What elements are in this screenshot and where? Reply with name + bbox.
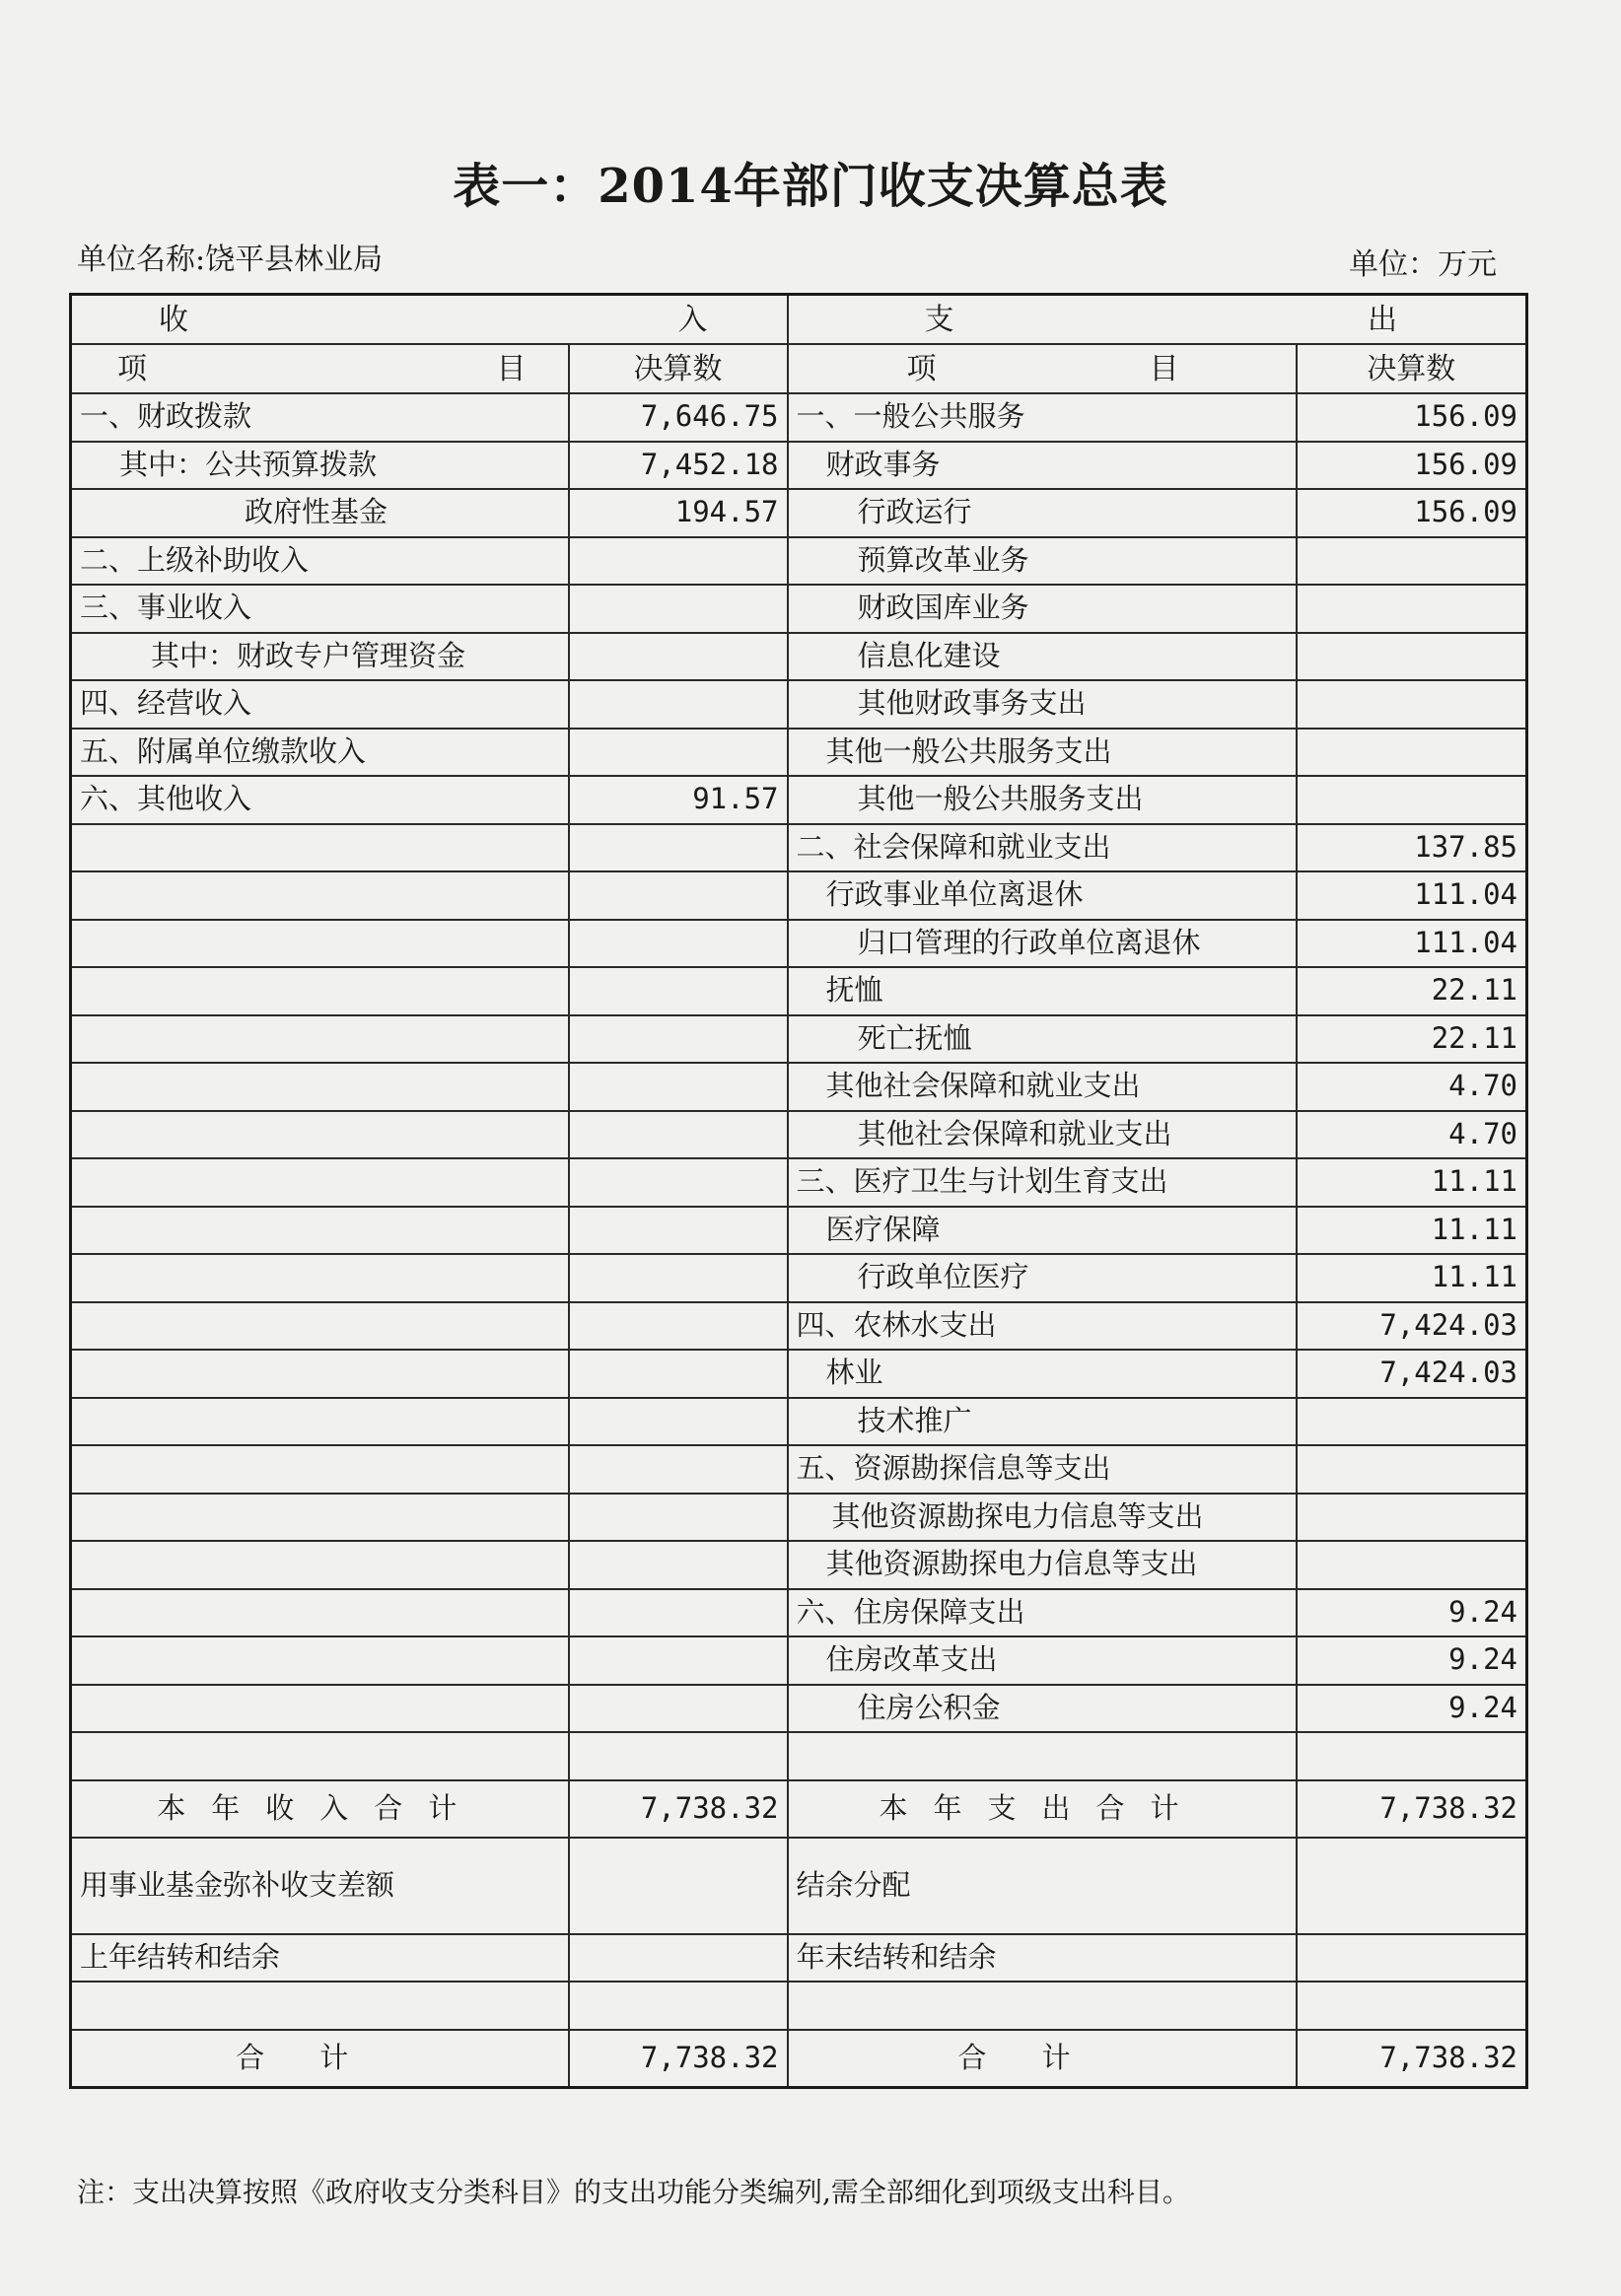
expense-amount: 11.11: [1297, 1254, 1527, 1302]
surplus-label: 结余分配: [788, 1838, 1297, 1934]
expense-amount: 4.70: [1297, 1063, 1527, 1111]
table-row: [71, 1302, 1527, 1351]
table-row: [71, 680, 1527, 729]
income-amount: [569, 1302, 788, 1351]
expense-item: 行政运行: [788, 489, 1297, 537]
expense-amount: 9.24: [1297, 1589, 1527, 1637]
expense-amount: 7,424.03: [1297, 1302, 1527, 1351]
expense-item: 其他资源勘探电力信息等支出: [788, 1541, 1297, 1589]
income-item: [71, 1254, 569, 1302]
income-amount: [569, 633, 788, 681]
income-amount: [569, 824, 788, 872]
income-amount: [569, 1111, 788, 1159]
expense-amount: 7,424.03: [1297, 1350, 1527, 1398]
expense-amount: [1297, 776, 1527, 824]
budget-summary-table: [69, 293, 1528, 2089]
fund-label: 用事业基金弥补收支差额: [71, 1838, 569, 1934]
expense-amount: [1297, 537, 1527, 586]
table-row: [71, 1158, 1527, 1207]
income-item: [71, 1015, 569, 1064]
income-item: [71, 1636, 569, 1685]
income-item: [71, 1158, 569, 1207]
income-item: [71, 1445, 569, 1494]
table-row: [71, 393, 1527, 442]
income-item: [71, 967, 569, 1015]
expense-amount: 9.24: [1297, 1685, 1527, 1733]
expense-item-header-left: 项: [906, 351, 937, 386]
expense-item: 财政国库业务: [788, 585, 1297, 633]
expense-item: 财政事务: [788, 442, 1297, 490]
table-row: [71, 871, 1527, 920]
grand-total-row: [71, 2030, 1527, 2088]
expense-amount: 4.70: [1297, 1111, 1527, 1159]
income-amount: [569, 1254, 788, 1302]
income-item-header-right: 目: [496, 351, 527, 386]
income-amount: [569, 1494, 788, 1542]
header-row-top: [71, 295, 1527, 345]
last-year-label: 上年结转和结余: [71, 1934, 569, 1983]
table-row: [71, 1732, 1527, 1780]
expense-amount: 111.04: [1297, 920, 1527, 968]
unit-name: 单位名称:饶平县林业局: [77, 243, 384, 277]
year-expense-label: 本年支出合计: [788, 1780, 1297, 1838]
page-title: 表一：2014年部门收支决算总表: [453, 159, 1168, 214]
expense-item: 抚恤: [788, 967, 1297, 1015]
income-item: 五、附属单位缴款收入: [71, 729, 569, 777]
income-item: [71, 1541, 569, 1589]
year-end-amount: [1297, 1934, 1527, 1983]
income-amount: [569, 729, 788, 777]
income-item-header: [71, 344, 569, 393]
year-income-total: 7,738.32: [569, 1780, 788, 1838]
table-row: [71, 489, 1527, 537]
expense-item: 技术推广: [788, 1398, 1297, 1446]
income-item: [71, 920, 569, 968]
grand-expense-total: 7,738.32: [1297, 2030, 1527, 2088]
expense-item: 四、农林水支出: [788, 1302, 1297, 1351]
income-header-left: 收: [159, 302, 188, 337]
income-item: [71, 1589, 569, 1637]
expense-item: 五、资源勘探信息等支出: [788, 1445, 1297, 1494]
expense-amount: [1297, 1732, 1527, 1780]
expense-amount: [1297, 729, 1527, 777]
income-amount: [569, 1158, 788, 1207]
grand-income-label: 合计: [71, 2030, 569, 2088]
empty-cell: [569, 1982, 788, 2030]
income-amount: 91.57: [569, 776, 788, 824]
grand-expense-label: 合计: [788, 2030, 1297, 2088]
expense-item: 其他财政事务支出: [788, 680, 1297, 729]
year-end-label: 年末结转和结余: [788, 1934, 1297, 1983]
income-amount: [569, 920, 788, 968]
expense-item: 医疗保障: [788, 1207, 1297, 1255]
table-row: [71, 1015, 1527, 1064]
table-row: [71, 967, 1527, 1015]
expense-amount: [1297, 633, 1527, 681]
year-expense-total: 7,738.32: [1297, 1780, 1527, 1838]
footnote: 注：支出决算按照《政府收支分类科目》的支出功能分类编列,需全部细化到项级支出科目。: [77, 2176, 1190, 2208]
table-row: [71, 1541, 1527, 1589]
table-row: [71, 1254, 1527, 1302]
expense-item: 其他一般公共服务支出: [788, 729, 1297, 777]
expense-item: 二、社会保障和就业支出: [788, 824, 1297, 872]
expense-item: 行政单位医疗: [788, 1254, 1297, 1302]
income-amount: [569, 1636, 788, 1685]
carryover-row: [71, 1934, 1527, 1983]
income-amount: 7,646.75: [569, 393, 788, 442]
expense-amount: [1297, 1398, 1527, 1446]
expense-amount: 156.09: [1297, 393, 1527, 442]
expense-item: 其他一般公共服务支出: [788, 776, 1297, 824]
grand-income-total: 7,738.32: [569, 2030, 788, 2088]
income-item: [71, 1063, 569, 1111]
income-header-right: 入: [677, 302, 708, 337]
expense-item: 三、医疗卫生与计划生育支出: [788, 1158, 1297, 1207]
expense-item: 一、一般公共服务: [788, 393, 1297, 442]
income-amount: [569, 1685, 788, 1733]
income-item: 二、上级补助收入: [71, 537, 569, 586]
expense-item: 林业: [788, 1350, 1297, 1398]
income-amount: [569, 871, 788, 920]
expense-amount: 137.85: [1297, 824, 1527, 872]
income-amount: 7,452.18: [569, 442, 788, 490]
table-row: [71, 1350, 1527, 1398]
fund-row: [71, 1838, 1527, 1934]
income-amount: [569, 1541, 788, 1589]
empty-cell: [1297, 1982, 1527, 2030]
header-row-columns: [71, 344, 1527, 393]
income-item: 政府性基金: [71, 489, 569, 537]
expense-amount: 11.11: [1297, 1207, 1527, 1255]
table-row: [71, 1494, 1527, 1542]
surplus-amount: [1297, 1838, 1527, 1934]
income-item-header-left: 项: [117, 351, 147, 386]
expense-item: [788, 1732, 1297, 1780]
income-amount: [569, 967, 788, 1015]
income-amount: [569, 1589, 788, 1637]
table-row: [71, 824, 1527, 872]
expense-item: 归口管理的行政单位离退休: [788, 920, 1297, 968]
income-amount: [569, 537, 788, 586]
income-amount: [569, 1445, 788, 1494]
income-amount: [569, 1398, 788, 1446]
expense-item: 六、住房保障支出: [788, 1589, 1297, 1637]
expense-amount: 11.11: [1297, 1158, 1527, 1207]
expense-amount: 22.11: [1297, 967, 1527, 1015]
last-year-amount: [569, 1934, 788, 1983]
table-row: [71, 1636, 1527, 1685]
table-row: [71, 1589, 1527, 1637]
empty-row: [71, 1982, 1527, 2030]
expense-item-header: [788, 344, 1297, 393]
expense-amount-header: 决算数: [1297, 344, 1527, 393]
expense-header: [788, 295, 1527, 345]
expense-header-left: 支: [924, 302, 954, 337]
income-item: 其中：公共预算拨款: [71, 442, 569, 490]
expense-item: 其他社会保障和就业支出: [788, 1111, 1297, 1159]
expense-amount: [1297, 1494, 1527, 1542]
expense-item-header-right: 目: [1149, 351, 1179, 386]
income-amount: [569, 1207, 788, 1255]
fund-amount: [569, 1838, 788, 1934]
expense-amount: 156.09: [1297, 442, 1527, 490]
expense-amount: 22.11: [1297, 1015, 1527, 1064]
empty-cell: [71, 1982, 569, 2030]
expense-item: 其他社会保障和就业支出: [788, 1063, 1297, 1111]
income-amount: [569, 1063, 788, 1111]
expense-amount: 156.09: [1297, 489, 1527, 537]
table-row: [71, 1063, 1527, 1111]
income-item: [71, 824, 569, 872]
expense-amount: 9.24: [1297, 1636, 1527, 1685]
expense-item: 死亡抚恤: [788, 1015, 1297, 1064]
currency-unit: 单位：万元: [1349, 247, 1497, 282]
table-row: [71, 585, 1527, 633]
income-item: [71, 1732, 569, 1780]
year-income-label: 本年收入合计: [71, 1780, 569, 1838]
expense-amount: [1297, 680, 1527, 729]
expense-item: 预算改革业务: [788, 537, 1297, 586]
income-amount: [569, 585, 788, 633]
income-amount: 194.57: [569, 489, 788, 537]
income-item: 三、事业收入: [71, 585, 569, 633]
expense-amount: [1297, 1445, 1527, 1494]
expense-item: 行政事业单位离退休: [788, 871, 1297, 920]
income-item: [71, 1111, 569, 1159]
table-row: [71, 1207, 1527, 1255]
income-item: [71, 1302, 569, 1351]
expense-amount: [1297, 1541, 1527, 1589]
income-item: [71, 1350, 569, 1398]
expense-item: 住房改革支出: [788, 1636, 1297, 1685]
income-header: [71, 295, 788, 345]
empty-cell: [788, 1982, 1297, 2030]
table-row: [71, 633, 1527, 681]
income-item: 一、财政拨款: [71, 393, 569, 442]
table-row: [71, 729, 1527, 777]
expense-amount: [1297, 585, 1527, 633]
income-item: [71, 1494, 569, 1542]
income-amount: [569, 1015, 788, 1064]
table-row: [71, 920, 1527, 968]
income-item: 六、其他收入: [71, 776, 569, 824]
income-amount: [569, 1350, 788, 1398]
expense-item: 住房公积金: [788, 1685, 1297, 1733]
income-item: 四、经营收入: [71, 680, 569, 729]
income-item: 其中：财政专户管理资金: [71, 633, 569, 681]
income-amount-header: 决算数: [569, 344, 788, 393]
table-row: [71, 537, 1527, 586]
table-row: [71, 1398, 1527, 1446]
income-item: [71, 1398, 569, 1446]
income-item: [71, 1685, 569, 1733]
income-amount: [569, 1732, 788, 1780]
table-row: [71, 1111, 1527, 1159]
year-total-row: [71, 1780, 1527, 1838]
income-item: [71, 871, 569, 920]
income-amount: [569, 680, 788, 729]
income-item: [71, 1207, 569, 1255]
expense-amount: 111.04: [1297, 871, 1527, 920]
table-row: [71, 776, 1527, 824]
table-row: [71, 1685, 1527, 1733]
table-row: [71, 1445, 1527, 1494]
expense-item: 信息化建设: [788, 633, 1297, 681]
expense-header-right: 出: [1368, 302, 1397, 337]
expense-item: 其他资源勘探电力信息等支出: [788, 1494, 1297, 1542]
table-row: [71, 442, 1527, 490]
